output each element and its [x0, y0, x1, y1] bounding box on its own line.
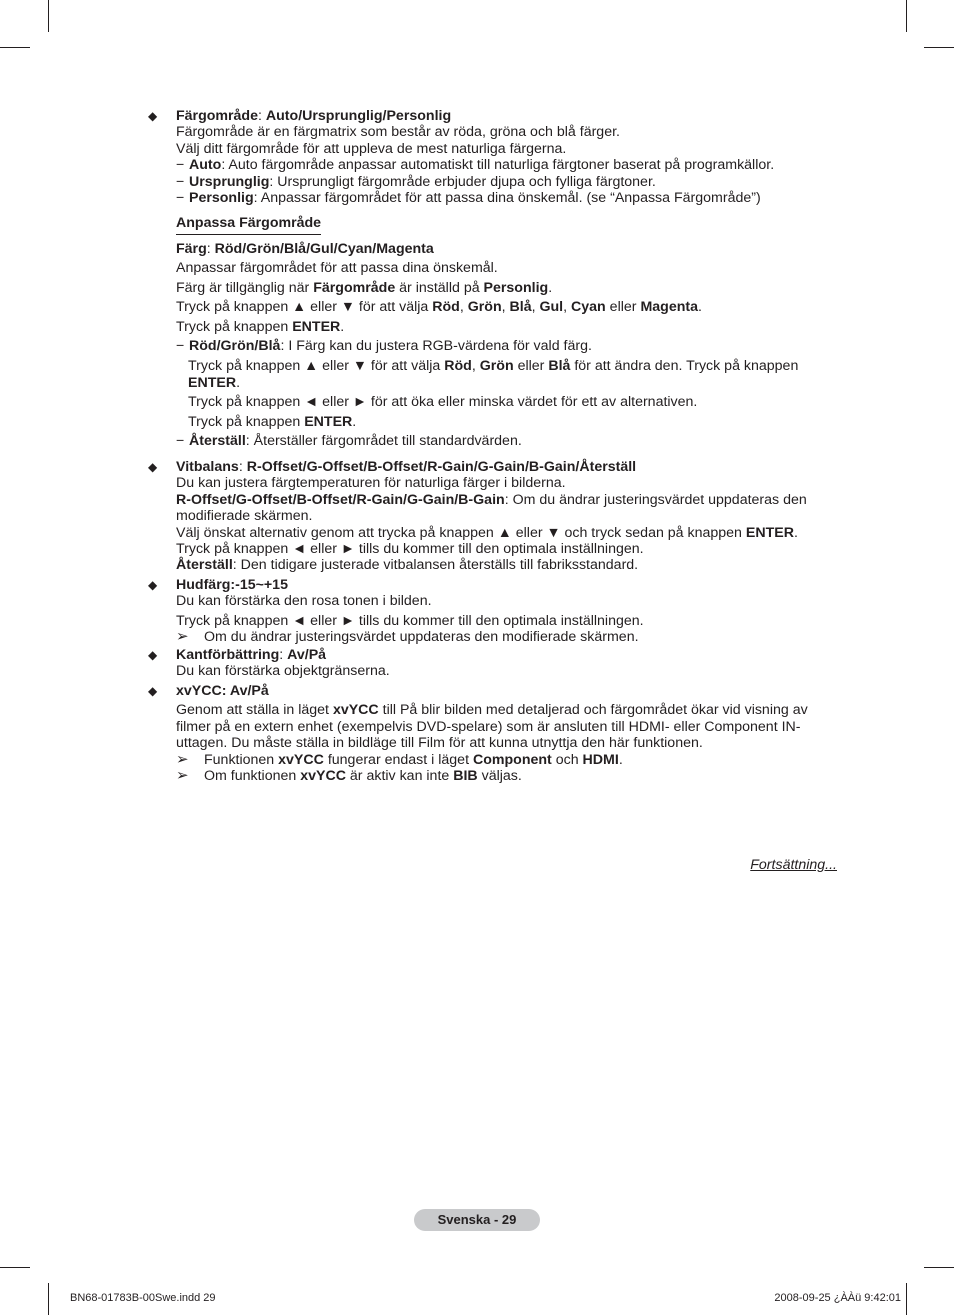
flesh-section — [176, 577, 838, 646]
colorspace-option-original: − Ursprunglig: Ursprungligt färgområde erbjuder djupa och fylliga färgtoner. — [176, 173, 656, 190]
bullet-diamond-icon: ◆ — [148, 460, 158, 474]
colorspace-title: Färgområde: Auto/Ursprunglig/Personlig — [176, 108, 452, 124]
note-arrow-icon: ➢ — [176, 750, 189, 768]
flesh-note: ➢ Om du ändrar justeringsvärdet uppdateras den modifierade skärmen. — [176, 628, 639, 646]
rgb-instruction: Tryck på knappen ◄ eller ► för att öka eller minska värdet för ett av alternativen. — [188, 394, 698, 411]
colorspace-section — [176, 108, 838, 206]
xvycc-note: ➢ Om funktionen xvYCC är aktiv kan inte BIB väljas. — [176, 767, 522, 785]
rgb-option: − Röd/Grön/Blå: I Färg kan du justera RGB-värdena för vald färg. — [176, 338, 592, 355]
edge-section — [176, 647, 838, 680]
crop-mark-bottom-left-vertical — [48, 1283, 49, 1315]
whitebalance-line: Du kan justera färgtemperaturen för naturliga färger i bilderna. — [176, 475, 566, 492]
flesh-title: Hudfärg:-15~+15 — [176, 577, 288, 593]
colorspace-desc: Färgområde är en färgmatrix som består av röda, gröna och blå färger. — [176, 124, 620, 141]
bullet-diamond-icon: ◆ — [148, 648, 158, 662]
bullet-diamond-icon: ◆ — [148, 684, 158, 698]
custom-colorspace-heading-block — [176, 215, 838, 235]
whitebalance-section — [176, 459, 838, 574]
page-number-badge: Svenska - 29 — [414, 1209, 540, 1231]
flesh-line: Tryck på knappen ◄ eller ► tills du kommer till den optimala inställningen. — [176, 612, 644, 629]
whitebalance-line: modifierade skärmen. — [176, 508, 313, 525]
flesh-line: Du kan förstärka den rosa tonen i bilden. — [176, 593, 432, 610]
whitebalance-line: Återställ: Den tidigare justerade vitbalansen återställs till fabriksstandard. — [176, 557, 639, 574]
custom-colorspace-heading: Anpassa Färgområde — [176, 215, 321, 235]
xvycc-title: xvYCC: Av/På — [176, 683, 269, 699]
crop-mark-top-left-horizontal — [0, 47, 30, 48]
bullet-diamond-icon: ◆ — [148, 578, 158, 592]
custom-line: Anpassar färgområdet för att passa dina önskemål. — [176, 260, 498, 277]
note-arrow-icon: ➢ — [176, 628, 189, 646]
xvycc-note: ➢ Funktionen xvYCC fungerar endast i läget Component och HDMI. — [176, 750, 623, 768]
colorspace-option-custom: − Personlig: Anpassar färgområdet för att passa dina önskemål. (se “Anpassa Färgområde”) — [176, 190, 761, 207]
crop-mark-bottom-left-horizontal — [0, 1267, 30, 1268]
xvycc-section — [176, 683, 838, 784]
color-title: Färg: Röd/Grön/Blå/Gul/Cyan/Magenta — [176, 241, 434, 257]
colorspace-option-auto: − Auto: Auto färgområde anpassar automatiskt till naturliga färgtoner baserat på programkällor. — [176, 157, 775, 174]
custom-line: Färg är tillgänglig när Färgområde är inställd på Personlig. — [176, 279, 553, 296]
colorspace-desc: Välj ditt färgområde för att uppleva de mest naturliga färgerna. — [176, 140, 567, 157]
footer-file-info: BN68-01783B-00Swe.indd 29 — [70, 1292, 216, 1304]
xvycc-paragraph: Genom att ställa in läget xvYCC till På blir bilden med detaljerad och färgområdet ökar vid visning av filmer på en extern enhet (exempelvis DVD-spelare) som är ansluten till HDMI- eller Component IN-uttagen. Du måste ställa in bildläge till Film för att kunna utnyttja den här funktionen. — [176, 702, 808, 752]
continued-note: Fortsättning... — [750, 857, 837, 873]
crop-mark-top-right-vertical — [906, 0, 907, 32]
edge-title: Kantförbättring: Av/På — [176, 647, 327, 663]
whitebalance-line: Tryck på knappen ◄ eller ► tills du kommer till den optimala inställningen. — [176, 541, 644, 558]
edge-line: Du kan förstärka objektgränserna. — [176, 663, 390, 680]
footer-datetime: 2008-09-25 ¿ÀÀü 9:42:01 — [774, 1292, 901, 1304]
whitebalance-line: R-Offset/G-Offset/B-Offset/R-Gain/G-Gain/B-Gain: Om du ändrar justeringsvärdet uppdateras den — [176, 491, 807, 508]
reset-option: − Återställ: Återställer färgområdet till standardvärden. — [176, 433, 522, 450]
whitebalance-line: Välj önskat alternativ genom att trycka på knappen ▲ eller ▼ och tryck sedan på knappen ENTER. — [176, 524, 798, 541]
bullet-diamond-icon: ◆ — [148, 109, 158, 123]
custom-line: Tryck på knappen ENTER. — [176, 318, 345, 335]
rgb-instruction: Tryck på knappen ENTER. — [188, 413, 357, 430]
crop-mark-bottom-right-horizontal — [924, 1267, 954, 1268]
custom-colorspace-section — [176, 241, 838, 449]
crop-mark-top-left-vertical — [48, 0, 49, 32]
crop-mark-bottom-right-vertical — [906, 1283, 907, 1315]
note-arrow-icon: ➢ — [176, 767, 189, 785]
crop-mark-top-right-horizontal — [924, 47, 954, 48]
whitebalance-title: Vitbalans: R-Offset/G-Offset/B-Offset/R-Gain/G-Gain/B-Gain/Återställ — [176, 459, 637, 475]
custom-line: Tryck på knappen ▲ eller ▼ för att välja Röd, Grön, Blå, Gul, Cyan eller Magenta. — [176, 299, 702, 316]
rgb-instruction: ENTER. — [188, 374, 241, 391]
rgb-instruction: Tryck på knappen ▲ eller ▼ för att välja Röd, Grön eller Blå för att ändra den. Tryck på knappen — [188, 358, 799, 375]
